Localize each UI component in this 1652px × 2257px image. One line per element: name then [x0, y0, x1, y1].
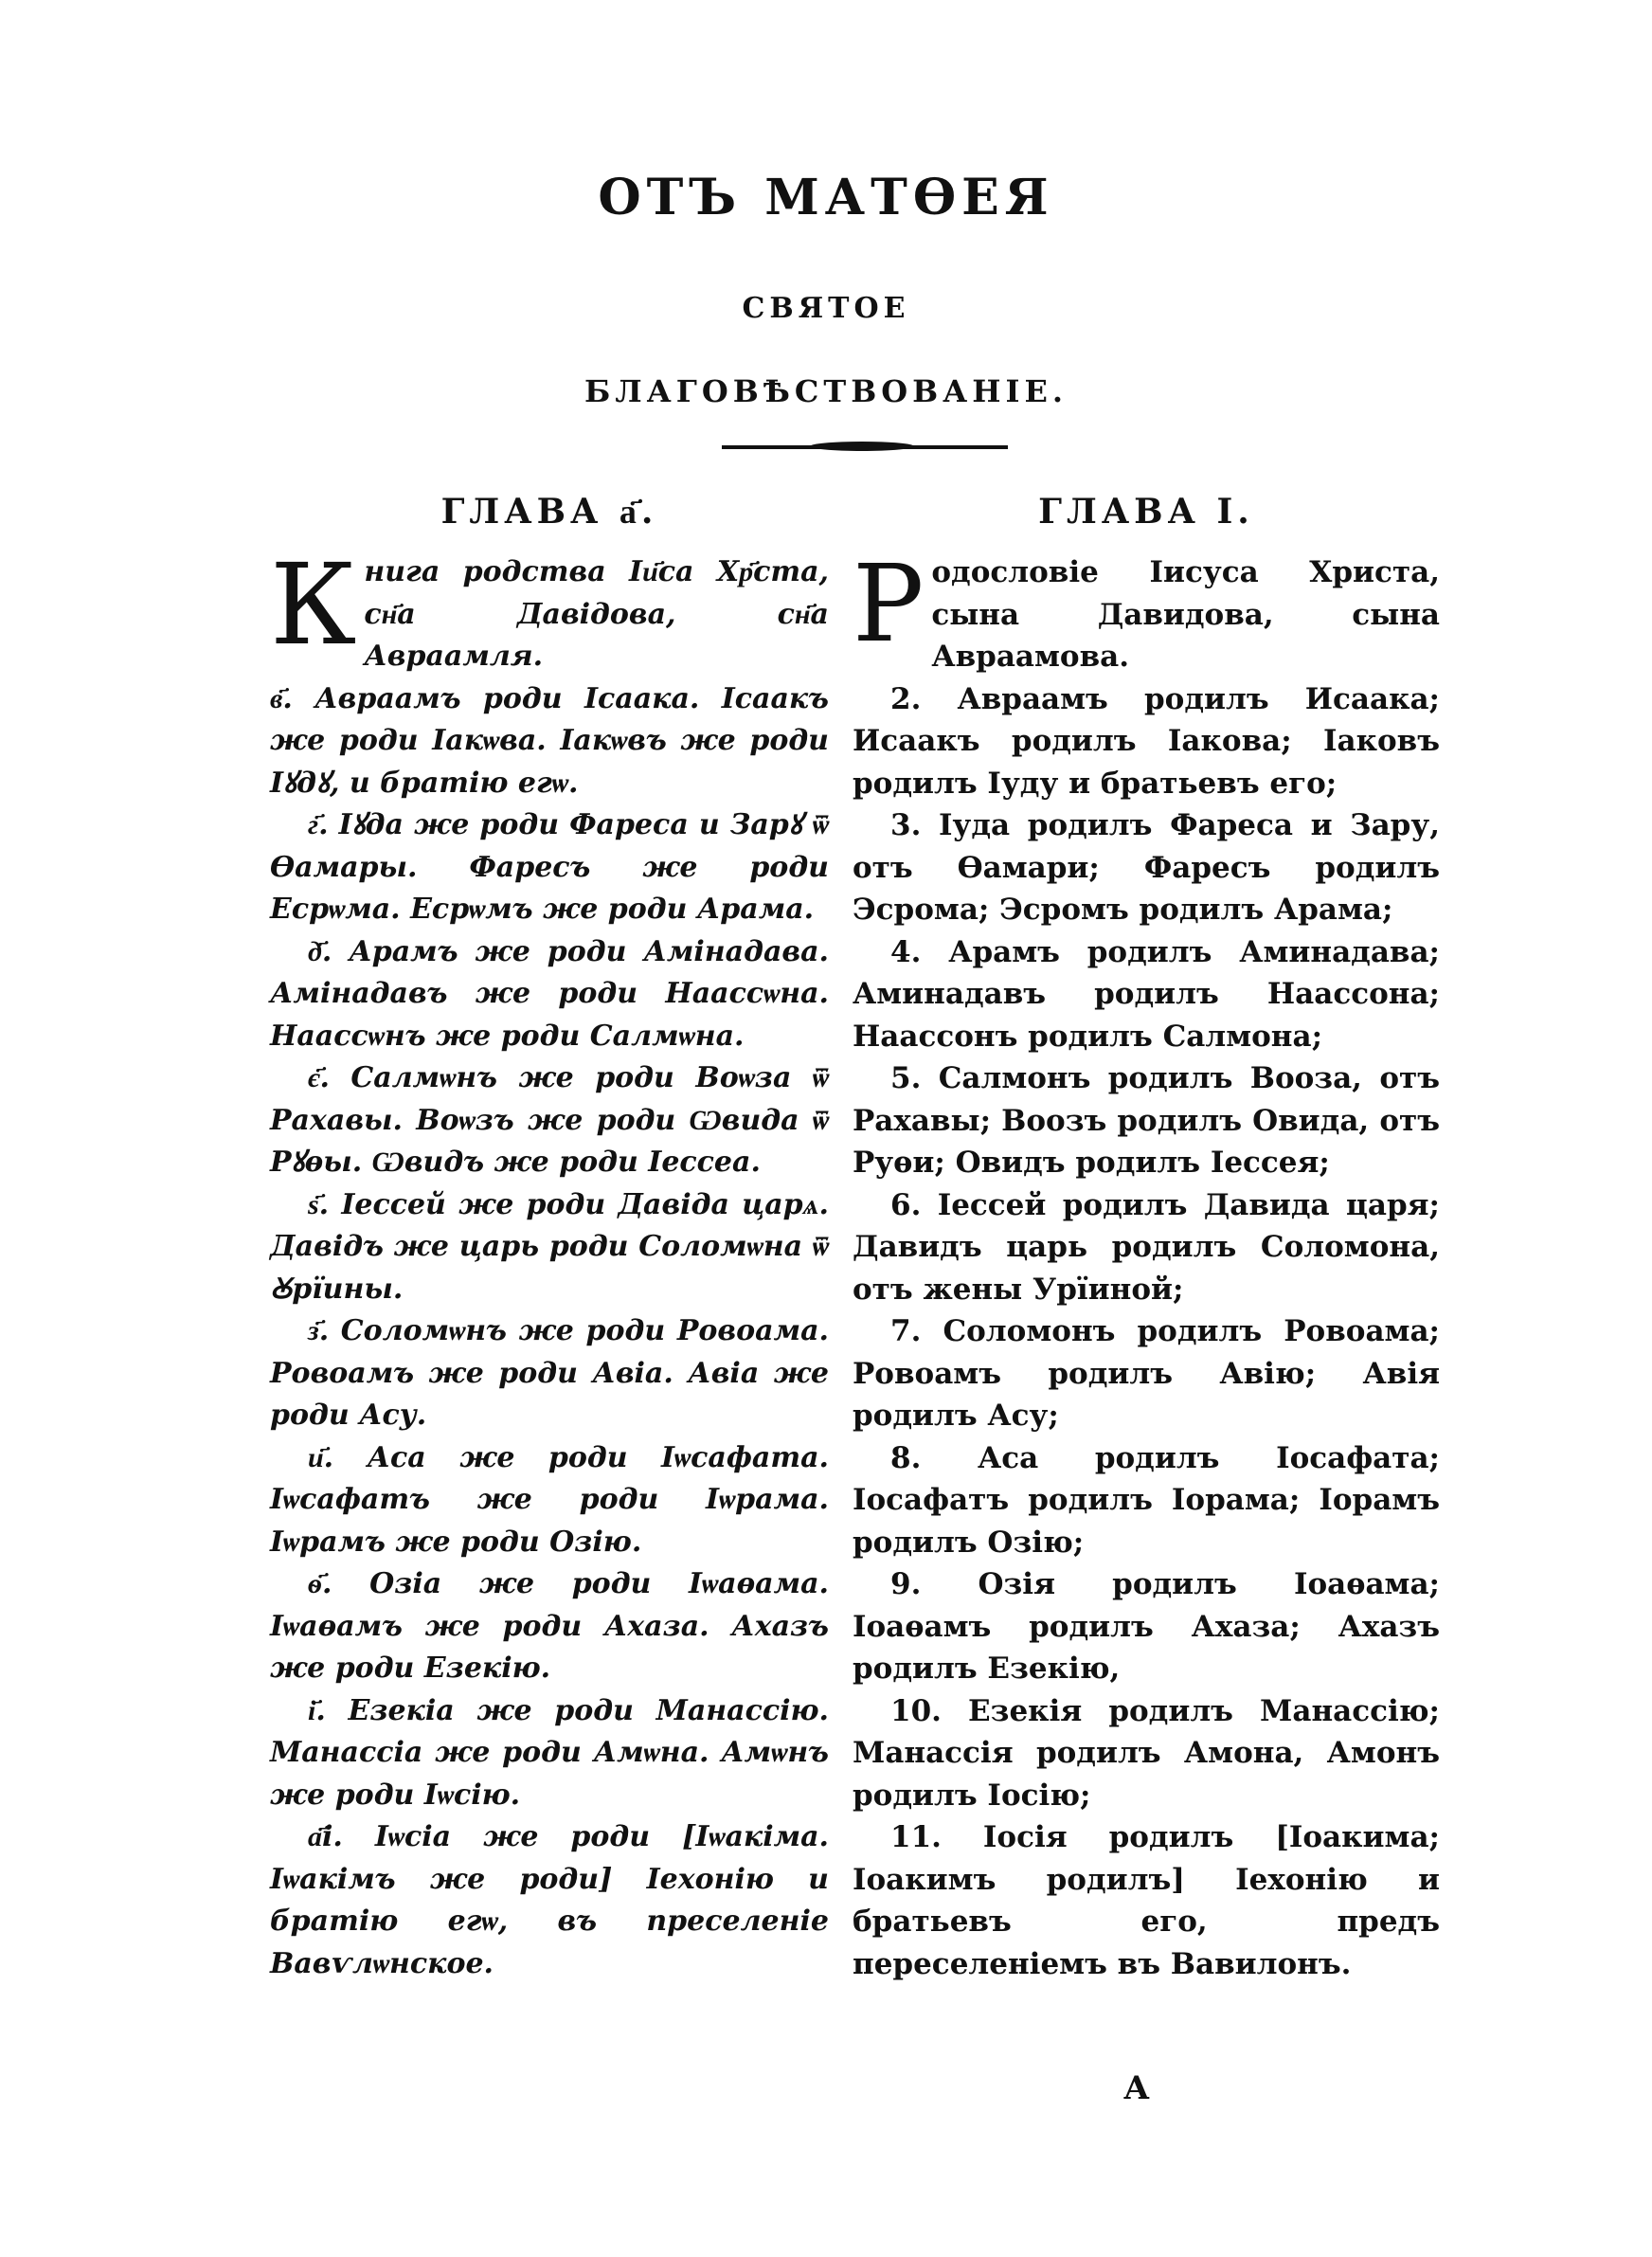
- left-verse: и҃. Аса же роди Іѡсафата. Іѡсафатъ же роди Іѡрама. Іѡрамъ же роди Озію.: [270, 1440, 829, 1559]
- left-verse-1: [270, 539, 829, 678]
- page-subtitle: СВЯТОЕ: [742, 292, 910, 325]
- right-column-russian: [853, 483, 1440, 1985]
- right-chapter-heading: ГЛАВА I.: [1038, 492, 1254, 532]
- left-column-slavonic: [270, 483, 829, 1985]
- right-dropcap: Р: [853, 543, 925, 666]
- left-verse: з҃. Соломѡнъ же роди Ровоама. Ровоамъ же роди Авіа. Авіа же роди Асу.: [270, 1314, 829, 1432]
- left-verse: ѕ҃. Іессей же роди Давіда царѧ. Давідъ же царь роди Соломѡна ѿ Ꙋрїины.: [270, 1187, 829, 1306]
- right-verse: 6. Іессей родилъ Давида царя; Давидъ царь родилъ Соломона, отъ жены Урїиной;: [853, 1187, 1440, 1307]
- left-verse: а҃і. Іѡсіа же роди [Іѡакіма. Іѡакімъ же роди] Іехонію и братію егѡ, въ преселеніе Вавѵлѡнское.: [270, 1820, 829, 1980]
- left-verse: д҃. Арамъ же роди Амінадава. Амінадавъ же роди Наассѡна. Наассѡнъ же роди Салмѡна.: [270, 934, 829, 1053]
- right-verse: 8. Аса родилъ Іосафата; Іосафатъ родилъ Іорама; Іорамъ родилъ Озію;: [853, 1440, 1440, 1560]
- right-verse: 10. Езекія родилъ Манассію; Манассія родилъ Амона, Амонъ родилъ Іосію;: [853, 1693, 1440, 1813]
- left-chapter-heading: ГЛАВА а҃.: [440, 492, 658, 532]
- right-verse: 9. Озія родилъ Іоаѳама; Іоаѳамъ родилъ Ахаза; Ахазъ родилъ Езекію,: [853, 1567, 1440, 1686]
- left-verse: ѳ҃. Озіа же роди Іѡаѳама. Іѡаѳамъ же роди Ахаза. Ахазъ же роди Езекію.: [270, 1567, 829, 1685]
- left-verse: є҃. Салмѡнъ же роди Воѡза ѿ Рахавы. Воѡзъ же роди Ѡвида ѿ Рꙋѳы. Ѡвидъ же роди Іессеа.: [270, 1061, 829, 1179]
- left-verse: г҃. Іꙋда же роди Фареса и Зарꙋ ѿ Ѳамары. Фаресъ же роди Есрѡма. Есрѡмъ же роди Арама.: [270, 808, 829, 926]
- right-verse: 7. Соломонъ родилъ Ровоама; Ровоамъ родилъ Авію; Авія родилъ Асу;: [853, 1314, 1440, 1433]
- right-verse-1-text: одословіе Іисуса Христа, сына Давидова, сына Авраамова.: [931, 555, 1440, 674]
- right-verse: 4. Арамъ родилъ Аминадава; Аминадавъ родилъ Наассона; Наассонъ родилъ Салмона;: [853, 934, 1440, 1054]
- right-verse-1: [853, 543, 1440, 678]
- page-subtitle-2: БЛАГОВѢСТВОВАНІЕ.: [584, 373, 1068, 409]
- right-verse: 3. Іуда родилъ Фареса и Зару, отъ Ѳамари; Фаресъ родилъ Эсрома; Эсромъ родилъ Арама;: [853, 808, 1440, 927]
- left-verse: в҃. Авраамъ роди Ісаака. Ісаакъ же роди Іакѡва. Іакѡвъ же роди Іꙋдꙋ, и братію егѡ.: [270, 681, 829, 800]
- right-verse: 5. Салмонъ родилъ Вооза, отъ Рахавы; Воозъ родилъ Овида, отъ Руѳи; Овидъ родилъ Іессея;: [853, 1061, 1440, 1180]
- right-verse: 11. Іосія родилъ [Іоакима; Іоакимъ родилъ] Іехонію и братьевъ его, предъ переселеніемъ въ Вавилонъ.: [853, 1820, 1440, 1981]
- page-title: ОТЪ МАТѲЕЯ: [598, 169, 1054, 226]
- left-verse-1-text: нига родства Іи҃са Хр҃ста, сн҃а Давідова, сн҃а Авраамля.: [364, 555, 829, 673]
- right-verse: 2. Авраамъ родилъ Исаака; Исаакъ родилъ Іакова; Іаковъ родилъ Іуду и братьевъ его;: [853, 681, 1440, 801]
- printer-signature-mark: А: [1123, 2069, 1150, 2107]
- left-dropcap: К: [270, 539, 357, 670]
- left-verse: і҃. Езекіа же роди Манассію. Манассіа же роди Амѡна. Амѡнъ же роди Іѡсію.: [270, 1693, 829, 1812]
- title-divider-ornament: [810, 442, 914, 451]
